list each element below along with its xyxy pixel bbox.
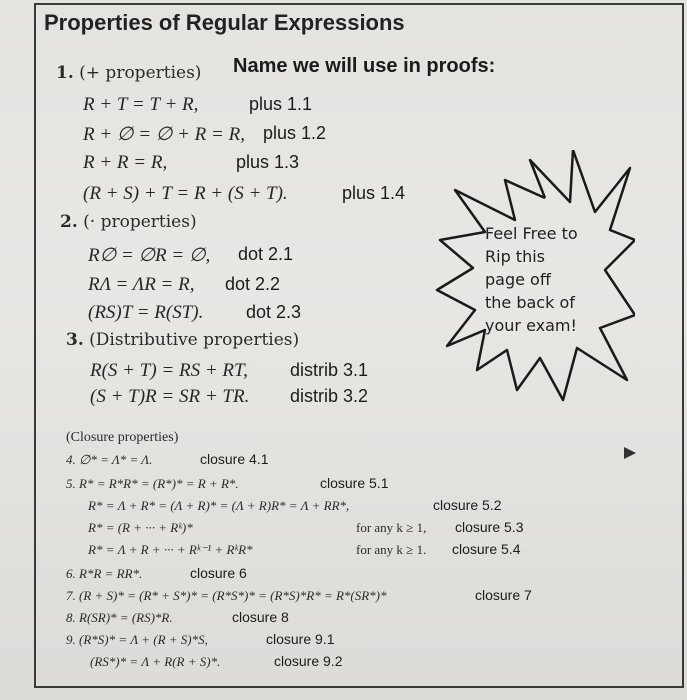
equation: R* = (R + ··· + Rᵏ)* xyxy=(88,520,193,535)
proof-tag: closure 8 xyxy=(232,609,289,625)
mouse-cursor-icon xyxy=(624,447,636,459)
proof-tag: plus 1.3 xyxy=(236,152,300,172)
proof-names-heading: Name we will use in proofs: xyxy=(233,55,496,77)
equation: R + ∅ = ∅ + R = R, xyxy=(83,124,245,145)
equation: (R + S) + T = R + (S + T). xyxy=(83,183,288,204)
condition: for any k ≥ 1. xyxy=(356,542,427,557)
note-line: your exam! xyxy=(485,316,577,335)
equation: R∅ = ∅R = ∅, xyxy=(88,245,211,266)
proof-tag: distrib 3.2 xyxy=(290,386,369,406)
section-number: 1. xyxy=(56,63,74,83)
feel-free-note xyxy=(485,222,605,337)
proof-tag: closure 9.2 xyxy=(274,653,343,669)
equation: RΛ = ΛR = R, xyxy=(88,274,195,295)
proof-tag: closure 4.1 xyxy=(200,451,269,467)
section-number: 3. xyxy=(66,330,84,350)
condition: for any k ≥ 1, xyxy=(356,520,427,535)
proof-tag: dot 2.2 xyxy=(225,274,281,294)
proof-tag: closure 7 xyxy=(475,587,532,603)
proof-tag: closure 9.1 xyxy=(266,631,335,647)
closure-heading: (Closure properties) xyxy=(66,430,179,445)
section-dot-heading xyxy=(60,212,197,232)
proof-tag: dot 2.3 xyxy=(246,302,302,322)
equation: 8. R(SR)* = (RS)*R. xyxy=(66,610,173,625)
proof-tag: closure 5.3 xyxy=(455,519,524,535)
equation: 5. R* = R*R* = (R*)* = R + R*. xyxy=(66,476,239,491)
page-title: Properties of Regular Expressions xyxy=(44,10,405,35)
note-line: the back of xyxy=(485,293,575,312)
equation: R* = Λ + R* = (Λ + R)* = (Λ + R)R* = Λ + RR*, xyxy=(88,498,350,513)
section-label: (+ properties) xyxy=(79,63,202,83)
section-number: 2. xyxy=(60,212,78,232)
proof-tag: closure 6 xyxy=(190,565,247,581)
equation: R + T = T + R, xyxy=(83,94,199,115)
proof-tag: closure 5.1 xyxy=(320,475,389,491)
proof-tag: plus 1.2 xyxy=(263,123,327,143)
proof-tag: closure 5.2 xyxy=(433,497,502,513)
equation: R(S + T) = RS + RT, xyxy=(90,360,248,381)
equation: (RS)T = R(ST). xyxy=(88,302,204,323)
equation: 6. R*R = RR*. xyxy=(66,566,143,581)
note-line: page off xyxy=(485,270,551,289)
note-line: Feel Free to xyxy=(485,224,578,243)
proof-tag: distrib 3.1 xyxy=(290,360,369,380)
equation: 7. (R + S)* = (R* + S*)* = (R*S*)* = (R*S)*R* = R*(SR*)* xyxy=(66,588,387,603)
note-line: Rip this xyxy=(485,247,545,266)
equation: R* = Λ + R + ··· + Rᵏ⁻¹ + RᵏR* xyxy=(88,542,253,557)
equation: (RS*)* = Λ + R(R + S)*. xyxy=(90,654,221,669)
equation: (S + T)R = SR + TR. xyxy=(90,386,250,407)
section-label: (· properties) xyxy=(83,212,197,232)
section-plus-heading xyxy=(56,63,201,83)
section-label: (Distributive properties) xyxy=(89,330,300,350)
section-distrib-heading xyxy=(66,330,299,350)
proof-tag: plus 1.4 xyxy=(342,183,406,203)
proof-tag: plus 1.1 xyxy=(249,94,313,114)
proof-tag: dot 2.1 xyxy=(238,244,294,264)
equation: 4. ∅* = Λ* = Λ. xyxy=(66,452,153,467)
equation: R + R = R, xyxy=(83,152,168,173)
proof-tag: closure 5.4 xyxy=(452,541,521,557)
equation: 9. (R*S)* = Λ + (R + S)*S, xyxy=(66,632,208,647)
